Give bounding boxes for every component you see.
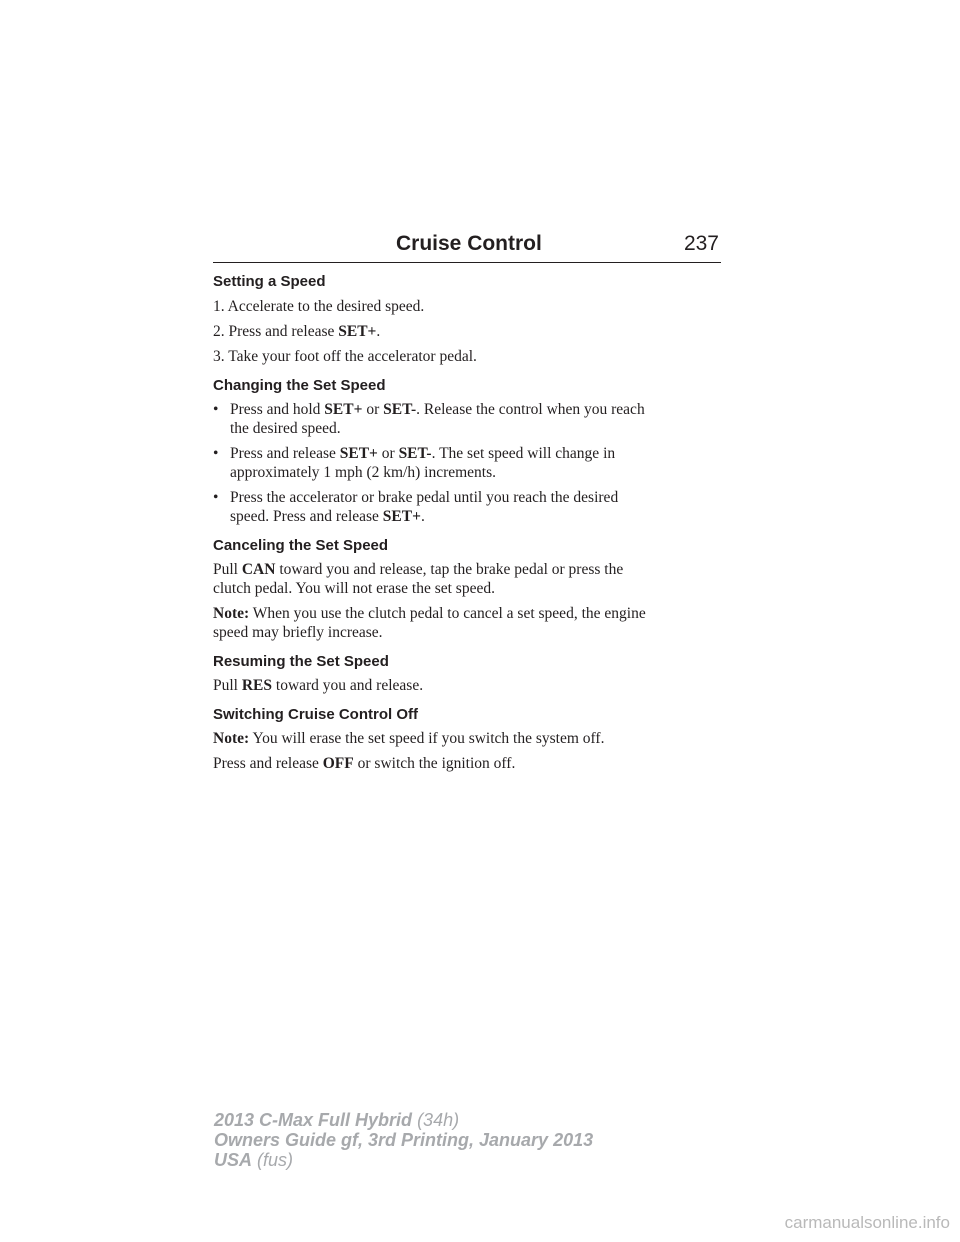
- footer-line-1: 2013 C-Max Full Hybrid (34h): [214, 1110, 460, 1130]
- bullet-icon: •: [213, 401, 219, 418]
- section-title: Cruise Control: [396, 232, 542, 255]
- list-item: • Press and hold SET+ or SET-. Release the control when you reach the desired speed.: [213, 401, 645, 437]
- canceling-paragraph: Pull CAN toward you and release, tap the brake pedal or press the clutch pedal. You will not erase the set speed.: [213, 561, 624, 597]
- heading-changing-speed: Changing the Set Speed: [213, 377, 386, 394]
- heading-canceling-speed: Canceling the Set Speed: [213, 537, 389, 554]
- heading-switching-off: Switching Cruise Control Off: [213, 706, 418, 723]
- page-footer: [214, 1110, 593, 1170]
- resuming-paragraph: Pull RES toward you and release.: [213, 677, 424, 694]
- switching-paragraph: Press and release OFF or switch the ignition off.: [213, 755, 516, 772]
- page-header: [213, 228, 721, 263]
- page-number: 237: [683, 232, 719, 255]
- bullet-icon: •: [213, 445, 219, 462]
- canceling-note: Note: When you use the clutch pedal to cancel a set speed, the engine speed may briefly increase.: [213, 605, 646, 641]
- step-1: 1. Accelerate to the desired speed.: [213, 298, 425, 315]
- page-content: [213, 268, 723, 773]
- footer-line-3: USA (fus): [214, 1150, 294, 1170]
- step-2: 2. Press and release SET+.: [213, 323, 381, 340]
- list-item: • Press the accelerator or brake pedal until you reach the desired speed. Press and release SET+.: [213, 489, 619, 525]
- list-item: • Press and release SET+ or SET-. The set speed will change in approximately 1 mph (2 km/h) increments.: [213, 445, 616, 481]
- footer-line-2: Owners Guide gf, 3rd Printing, January 2013: [214, 1130, 594, 1150]
- step-3: 3. Take your foot off the accelerator pedal.: [213, 348, 477, 365]
- bullet-icon: •: [213, 489, 219, 506]
- heading-setting-speed: Setting a Speed: [213, 273, 326, 290]
- switching-note: Note: You will erase the set speed if you switch the system off.: [213, 730, 605, 747]
- watermark: carmanualsonline.info: [784, 1213, 950, 1232]
- heading-resuming-speed: Resuming the Set Speed: [213, 653, 389, 670]
